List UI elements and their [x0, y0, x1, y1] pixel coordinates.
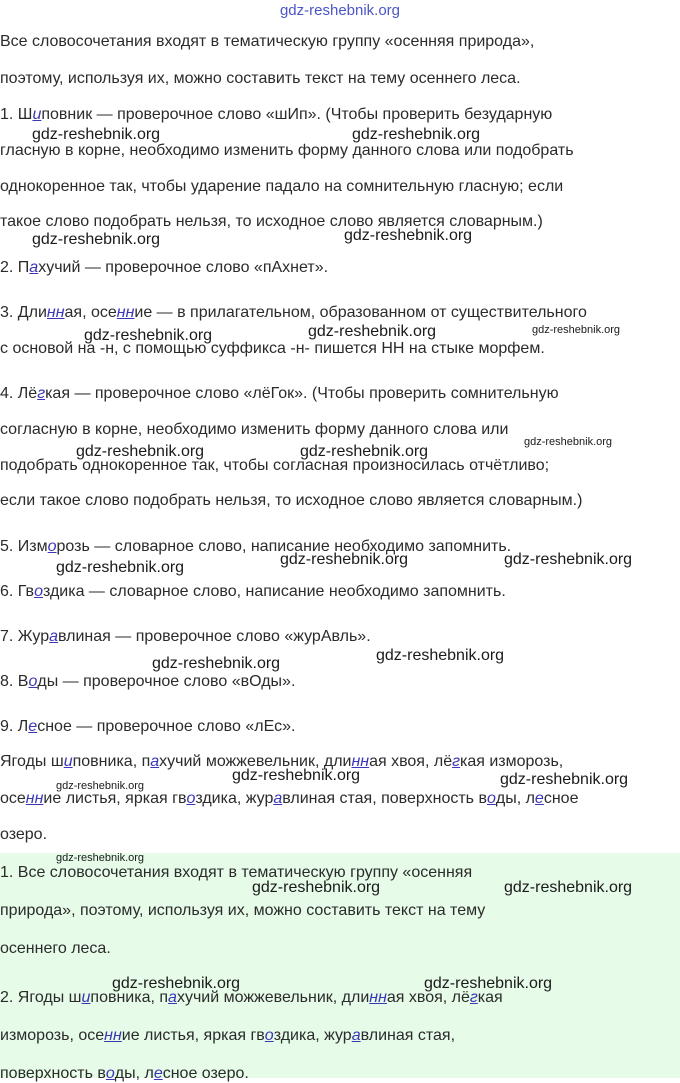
watermark: gdz-reshebnik.org [56, 852, 145, 864]
highlighted-letter: нн [104, 1027, 122, 1044]
text-line: с основой на -н, с помощью суффикса -н- пишется НН на стыке морфем. [0, 340, 545, 357]
watermark: gdz-reshebnik.org [308, 323, 437, 340]
watermark: gdz-reshebnik.org [352, 126, 481, 143]
highlighted-letter: о [28, 673, 38, 690]
highlighted-letter: о [47, 538, 57, 555]
watermark: gdz-reshebnik.org [280, 551, 409, 568]
watermark: gdz-reshebnik.org [500, 771, 629, 788]
text-line: 3. Длинная, осенние — в прилагательном, образованном от существительного [0, 304, 587, 321]
text-line: Ягоды шиповника, пахучий можжевельник, длинная хвоя, лёгкая изморозь, [0, 753, 564, 770]
text-line: природа», поэтому, используя их, можно составить текст на тему [0, 902, 486, 919]
watermark: gdz-reshebnik.org [56, 559, 185, 576]
highlighted-letter: нн [116, 304, 135, 321]
site-header-link[interactable]: gdz-reshebnik.org [279, 2, 401, 19]
text-line: 5. Изморозь — словарное слово, написание необходимо запомнить. [0, 538, 512, 555]
highlighted-letter: г [452, 753, 460, 770]
text-line: 8. Воды — проверочное слово «вОды». [0, 673, 296, 690]
highlighted-letter: о [34, 583, 43, 600]
highlighted-letter: а [273, 790, 283, 807]
highlighted-letter: о [486, 790, 496, 807]
highlighted-letter: о [186, 790, 196, 807]
highlighted-letter: и [63, 753, 73, 770]
highlighted-letter: а [168, 989, 177, 1006]
highlighted-letter: а [29, 259, 39, 276]
watermark: gdz-reshebnik.org [376, 647, 505, 664]
text-line: 1. Все словосочетания входят в тематическую группу «осенняя [0, 864, 473, 881]
text-line: согласную в корне, необходимо изменить форму данного слова или [0, 421, 509, 438]
text-line: поверхность воды, лесное озеро. [0, 1065, 249, 1082]
highlighted-letter: а [351, 1027, 361, 1044]
watermark: gdz-reshebnik.org [84, 327, 213, 344]
highlighted-letter: нн [369, 989, 387, 1006]
highlighted-letter: е [28, 718, 38, 735]
text-line: Все словосочетания входят в тематическую группу «осенняя природа», [0, 33, 535, 50]
text-line: изморозь, осенние листья, яркая гвоздика, журавлиная стая, [0, 1027, 456, 1044]
text-line: 6. Гвоздика — словарное слово, написание необходимо запомнить. [0, 583, 506, 600]
text-line: однокоренное так, чтобы ударение падало на сомнительную гласную; если [0, 178, 564, 195]
highlighted-letter: нн [351, 753, 370, 770]
watermark: gdz-reshebnik.org [300, 443, 429, 460]
text-line: 2. Пахучий — проверочное слово «пАхнет». [0, 259, 329, 276]
text-line: осенние листья, яркая гвоздика, журавлиная стая, поверхность воды, лесное [0, 790, 579, 807]
watermark: gdz-reshebnik.org [424, 975, 553, 992]
text-line: гласную в корне, необходимо изменить форму данного слова или подобрать [0, 142, 574, 159]
highlighted-letter: о [264, 1027, 274, 1044]
text-line: 1. Шиповник — проверочное слово «шИп». (Чтобы проверить безударную [0, 106, 553, 123]
text-line: 9. Лесное — проверочное слово «лЕс». [0, 718, 296, 735]
watermark: gdz-reshebnik.org [76, 443, 205, 460]
text-line: 7. Журавлиная — проверочное слово «журАвль». [0, 628, 371, 645]
watermark: gdz-reshebnik.org [56, 780, 145, 792]
watermark: gdz-reshebnik.org [32, 231, 161, 248]
highlighted-letter: г [37, 385, 46, 402]
watermark: gdz-reshebnik.org [152, 655, 281, 672]
watermark: gdz-reshebnik.org [112, 975, 241, 992]
text-line: если такое слово подобрать нельзя, то исходное слово является словарным.) [0, 492, 583, 509]
watermark: gdz-reshebnik.org [252, 879, 381, 896]
highlighted-letter: нн [25, 790, 44, 807]
highlighted-letter: а [49, 628, 59, 645]
highlighted-letter: о [105, 1065, 115, 1082]
highlighted-letter: и [32, 106, 42, 123]
watermark: gdz-reshebnik.org [504, 879, 633, 896]
watermark: gdz-reshebnik.org [232, 767, 361, 784]
highlighted-letter: г [469, 989, 478, 1006]
text-line: озеро. [0, 826, 48, 843]
text-line: поэтому, используя их, можно составить текст на тему осеннего леса. [0, 70, 521, 87]
watermark: gdz-reshebnik.org [532, 324, 621, 336]
watermark: gdz-reshebnik.org [32, 126, 161, 143]
text-line: такое слово подобрать нельзя, то исходное слово является словарным.) [0, 213, 543, 230]
highlighted-letter: а [150, 753, 160, 770]
highlighted-letter: и [81, 989, 91, 1006]
highlighted-letter: е [153, 1065, 163, 1082]
highlighted-letter: нн [46, 304, 65, 321]
highlighted-letter: е [534, 790, 544, 807]
text-line: 2. Ягоды шиповника, пахучий можжевельник, длинная хвоя, лёгкая [0, 989, 503, 1006]
watermark: gdz-reshebnik.org [524, 436, 613, 448]
text-line: осеннего леса. [0, 940, 111, 957]
text-line: 4. Лёгкая — проверочное слово «лёГок». (Чтобы проверить сомнительную [0, 385, 559, 402]
watermark: gdz-reshebnik.org [344, 227, 473, 244]
text-line: подобрать однокоренное так, чтобы согласная произносилась отчётливо; [0, 457, 550, 474]
watermark: gdz-reshebnik.org [504, 551, 633, 568]
